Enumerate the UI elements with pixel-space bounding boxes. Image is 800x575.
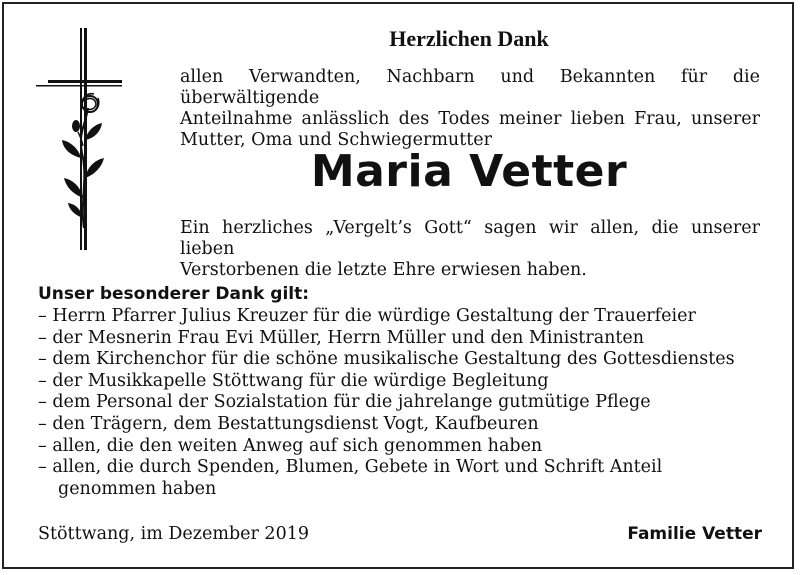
special-thanks-heading: Unser besonderer Dank gilt: (38, 284, 310, 304)
intro-paragraph (180, 67, 760, 151)
deceased-name: Maria Vetter (310, 146, 628, 197)
list-item: – den Trägern, dem Bestattungsdienst Vogt, Kaufbeuren (38, 413, 539, 434)
message-paragraph (180, 218, 760, 281)
list-item: – dem Kirchenchor für die schöne musikalische Gestaltung des Gottesdienstes (38, 349, 735, 370)
message-line: Ein herzliches „Vergelt’s Gott“ sagen wir allen, die unserer lieben (180, 218, 760, 259)
place-date: Stöttwang, im Dezember 2019 (38, 524, 309, 544)
list-item: – Herrn Pfarrer Julius Kreuzer für die würdige Gestaltung der Trauerfeier (38, 306, 696, 326)
list-item: – allen, die den weiten Anweg auf sich genommen haben (38, 435, 543, 456)
list-item: – allen, die durch Spenden, Blumen, Gebete in Wort und Schrift Anteil genommen haben (38, 457, 663, 499)
signature: Familie Vetter (627, 524, 762, 544)
intro-line: Anteilnahme anlässlich des Todes meiner lieben Frau, unserer (180, 109, 760, 129)
intro-line: allen Verwandten, Nachbarn und Bekannten für die überwältigende (180, 67, 760, 108)
cross-with-rose-icon (36, 28, 126, 250)
list-item: – der Mesnerin Frau Evi Müller, Herrn Müller und den Ministranten (38, 327, 645, 348)
special-thanks-list (38, 306, 758, 500)
list-item: – der Musikkapelle Stöttwang für die würdige Begleitung (38, 370, 549, 391)
intro-line: Mutter, Oma und Schwiegermutter (180, 130, 492, 150)
list-item: – dem Personal der Sozialstation für die jahrelange gutmütige Pflege (38, 392, 651, 413)
message-line: Verstorbenen die letzte Ehre erwiesen haben. (180, 260, 587, 280)
heading-thanks: Herzlichen Dank (389, 26, 549, 51)
